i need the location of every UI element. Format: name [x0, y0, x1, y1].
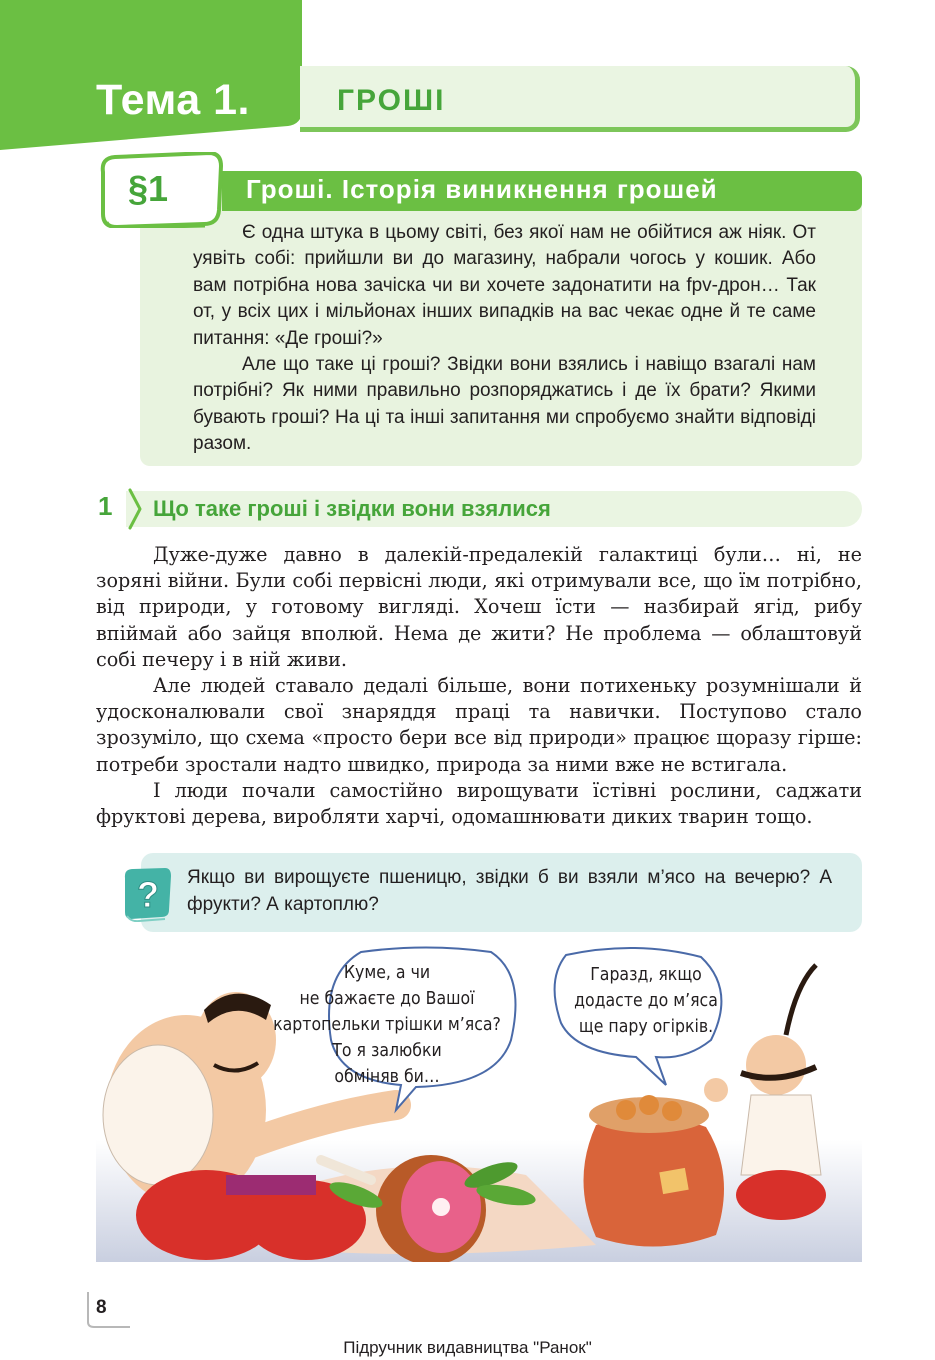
publisher-credit: Підручник видавництва "Ранок" [343, 1338, 592, 1357]
paragraph-title: Гроші. Історія виникнення грошей [246, 174, 718, 204]
bubble-left-line: обміняв би… [334, 1067, 440, 1087]
section-body [96, 542, 862, 830]
svg-text:?: ? [137, 874, 159, 915]
page-corner [86, 1290, 132, 1330]
question-mark-icon [121, 866, 173, 922]
body-paragraph-2: Але людей ставало дедалі більше, вони потихеньку розумнішали й удосконалювали свої знаряддя праці та навички. Поступово стало зрозуміло, що схема «просто бери все від природи» працює щоразу гірше: потреби зростали надто швидко, природа за ними вже не встигала. [96, 674, 862, 776]
speech-bubble-right [556, 962, 736, 1040]
body-paragraph-3: І люди почали самостійно вирощувати їстівні рослини, саджати фруктові дерева, виробляти харчі, одомашнювати диких тварин тощо. [96, 778, 862, 829]
topic-banner [0, 0, 320, 150]
intro-text-2: Але що таке ці гроші? Звідки вони взялись і навіщо взагалі нам потрібні? Як ними правильно розпоряджатись і де їх брати? Якими бувають гроші? На ці та інші запитання ми спробуємо знайти відповіді разом. [193, 354, 816, 455]
topic-name: ГРОШІ [337, 84, 446, 117]
bubble-left-line: Куме, а чи [343, 963, 431, 983]
section-title: Що таке гроші і звідки вони взялися [153, 496, 551, 521]
bubble-left-line: картопельки трішки м’яса? [273, 1015, 501, 1035]
section-bracket [126, 487, 148, 531]
intro-text-1: Є одна штука в цьому світі, без якої нам не обійтися аж ніяк. От уявіть собі: прийшли ви до магазину, набрали чогось у кошик. Або вам потрібна нова зачіска чи ви хочете задонатити на fpv-дрон… Так от, у всіх цих і мільйонах інших випадків на вас чекає одне й те саме питання: «Де гроші?» [193, 222, 816, 349]
bubble-left-line: не бажаєте до Вашої [299, 989, 475, 1009]
question-text: Якщо ви вирощуєте пшеницю, звідки б ви взяли м’ясо на вечерю? А фрукти? А картоплю? [187, 867, 832, 915]
bubble-left-line: То я залюбки [332, 1041, 442, 1061]
speech-bubble-left [262, 960, 512, 1090]
topic-label: Тема 1. [96, 76, 250, 124]
paragraph-number: §1 [128, 168, 169, 209]
section-number: 1 [98, 491, 113, 521]
page-number: 8 [96, 1297, 107, 1318]
body-paragraph-1: Дуже-дуже давно в далекій-предалекій галактиці були… ні, не зоряні війни. Були собі первісні люди, які отримували все, що їм потрібно, від природи, у готовому вигляді. Хочеш їсти — назбирай ягід, рибу впіймай або зайця вполюй. Нема де жити? Не проблема — облаштовуй собі печеру і в ній живи. [96, 543, 862, 671]
bubble-right-line: додасте до м’яса [574, 991, 718, 1011]
bubble-right-line: ще пару огірків. [578, 1017, 714, 1037]
intro-paragraph-2 [193, 352, 816, 458]
intro-paragraph-1 [193, 220, 816, 352]
bubble-right-line: Гаразд, якщо [590, 965, 702, 985]
